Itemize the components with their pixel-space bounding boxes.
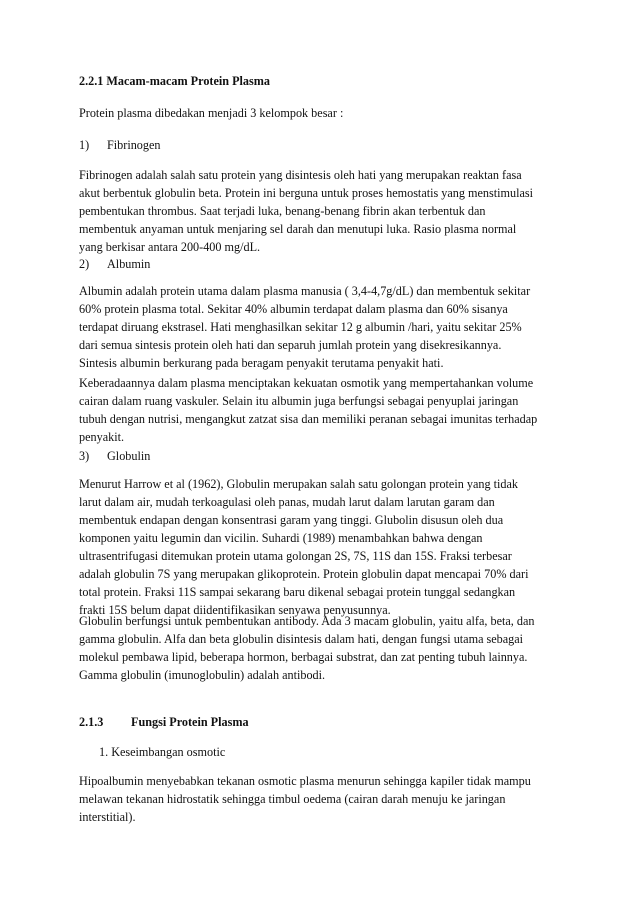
text-line: Albumin adalah protein utama dalam plasma manusia ( 3,4-4,7g/dL) dan membentuk sekitar	[79, 284, 531, 298]
list-label: Fibrinogen	[107, 138, 161, 152]
text-line: 60% protein plasma total. Sekitar 40% albumin terdapat dalam plasma dan 60% sisanya	[79, 302, 508, 316]
text-line: komponen yaitu legumin dan vicilin. Suhardi (1989) menambahkan bahwa dengan	[79, 531, 483, 545]
text-line: Sintesis albumin berkurang pada beragam penyakit terutama penyakit hati.	[79, 356, 444, 370]
paragraph-albumin-2	[79, 374, 569, 446]
intro-text: Protein plasma dibedakan menjadi 3 kelompok besar :	[79, 106, 344, 120]
list-item-fibrinogen	[79, 136, 569, 154]
paragraph-globulin-1	[79, 475, 569, 619]
text-line: Hipoalbumin menyebabkan tekanan osmotic plasma menurun sehingga kapiler tidak mampu	[79, 774, 531, 788]
list-label: Globulin	[107, 449, 151, 463]
text-line: frakti 15S belum dapat diidentifikasikan senyawa penyusunnya.	[79, 603, 391, 617]
list-item-globulin	[79, 447, 569, 465]
text-line: pembentukan thrombus. Saat terjadi luka, benang-benang fibrin akan terbentuk dan	[79, 204, 486, 218]
text-line: penyakit.	[79, 430, 125, 444]
list-number: 3)	[79, 449, 90, 463]
list-number: 2)	[79, 257, 90, 271]
text-line: Keberadaannya dalam plasma menciptakan kekuatan osmotik yang mempertahankan volume	[79, 376, 534, 390]
list-item-albumin	[79, 255, 569, 273]
heading-text: 2.2.1 Macam-macam Protein Plasma	[79, 74, 271, 88]
section-heading-2-2-1	[79, 72, 569, 90]
text-line: melawan tekanan hidrostatik sehingga timbul oedema (cairan darah menuju ke jaringan	[79, 792, 506, 806]
paragraph-fibrinogen	[79, 166, 569, 256]
text-line: ultrasentrifugasi ditemukan protein utama golongan 2S, 7S, 11S dan 15S. Fraksi terbesar	[79, 549, 512, 563]
text-line: Gamma globulin (imunoglobulin) adalah antibodi.	[79, 668, 326, 682]
text-line: membentuk anyaman untuk menjaring sel darah dan menutupi luka. Rasio plasma normal	[79, 222, 517, 236]
text-line: cairan dalam ruang vaskuler. Selain itu albumin juga berfungsi sebagai penyuplai jaringan	[79, 394, 519, 408]
list-label: 1. Keseimbangan osmotic	[99, 745, 226, 759]
text-line: yang berkisar antara 200-400 mg/dL.	[79, 240, 261, 254]
list-number: 1)	[79, 138, 90, 152]
text-line: adalah globulin 7S yang merupakan glikoprotein. Protein globulin dapat mencapai 70% dari	[79, 567, 529, 581]
section-heading-2-1-3	[79, 713, 569, 731]
text-line: Globulin berfungsi untuk pembentukan antibody. Ada 3 macam globulin, yaitu alfa, beta, dan	[79, 614, 535, 628]
paragraph-hipoalbumin	[79, 772, 569, 826]
text-line: membentuk endapan dengan konsentrasi garam yang tinggi. Glubolin disusun oleh dua	[79, 513, 504, 527]
text-line: interstitial).	[79, 810, 136, 824]
text-line: Fibrinogen adalah salah satu protein yang disintesis oleh hati yang merupakan reaktan fasa	[79, 168, 522, 182]
text-line: larut dalam air, mudah terkoagulasi oleh panas, mudah larut dalam larutan garam dan	[79, 495, 495, 509]
text-line: gamma globulin. Alfa dan beta globulin disintesis dalam hati, dengan fungsi utama sebagai	[79, 632, 524, 646]
text-line: molekul pembawa lipid, beberapa hormon, berbagai substrat, dan zat penting tubuh lainnya.	[79, 650, 528, 664]
list-label: Albumin	[107, 257, 151, 271]
intro-paragraph	[79, 104, 569, 122]
paragraph-globulin-2	[79, 612, 569, 684]
list-item-osmotic	[79, 743, 589, 761]
heading-number: 2.1.3	[79, 715, 104, 729]
heading-text: Fungsi Protein Plasma	[131, 715, 249, 729]
text-line: terdapat diruang ekstrasel. Hati menghasilkan sekitar 12 g albumin /hari, yaitu sekitar 25%	[79, 320, 522, 334]
text-line: akut berbentuk globulin beta. Protein ini berguna untuk proses hemostatis yang menstimulasi	[79, 186, 534, 200]
text-line: tubuh dengan nutrisi, mengangkut zatzat sisa dan memiliki peranan sebagai imunitas terhadap	[79, 412, 538, 426]
text-line: dari semua sintesis protein oleh hati dan separuh jumlah protein yang disekresikannya.	[79, 338, 502, 352]
paragraph-albumin-1	[79, 282, 569, 372]
text-line: Menurut Harrow et al (1962), Globulin merupakan salah satu golongan protein yang tidak	[79, 477, 518, 491]
text-line: total protein. Fraksi 11S sampai sekarang baru dikenal sebagai protein tunggal sedangkan	[79, 585, 516, 599]
